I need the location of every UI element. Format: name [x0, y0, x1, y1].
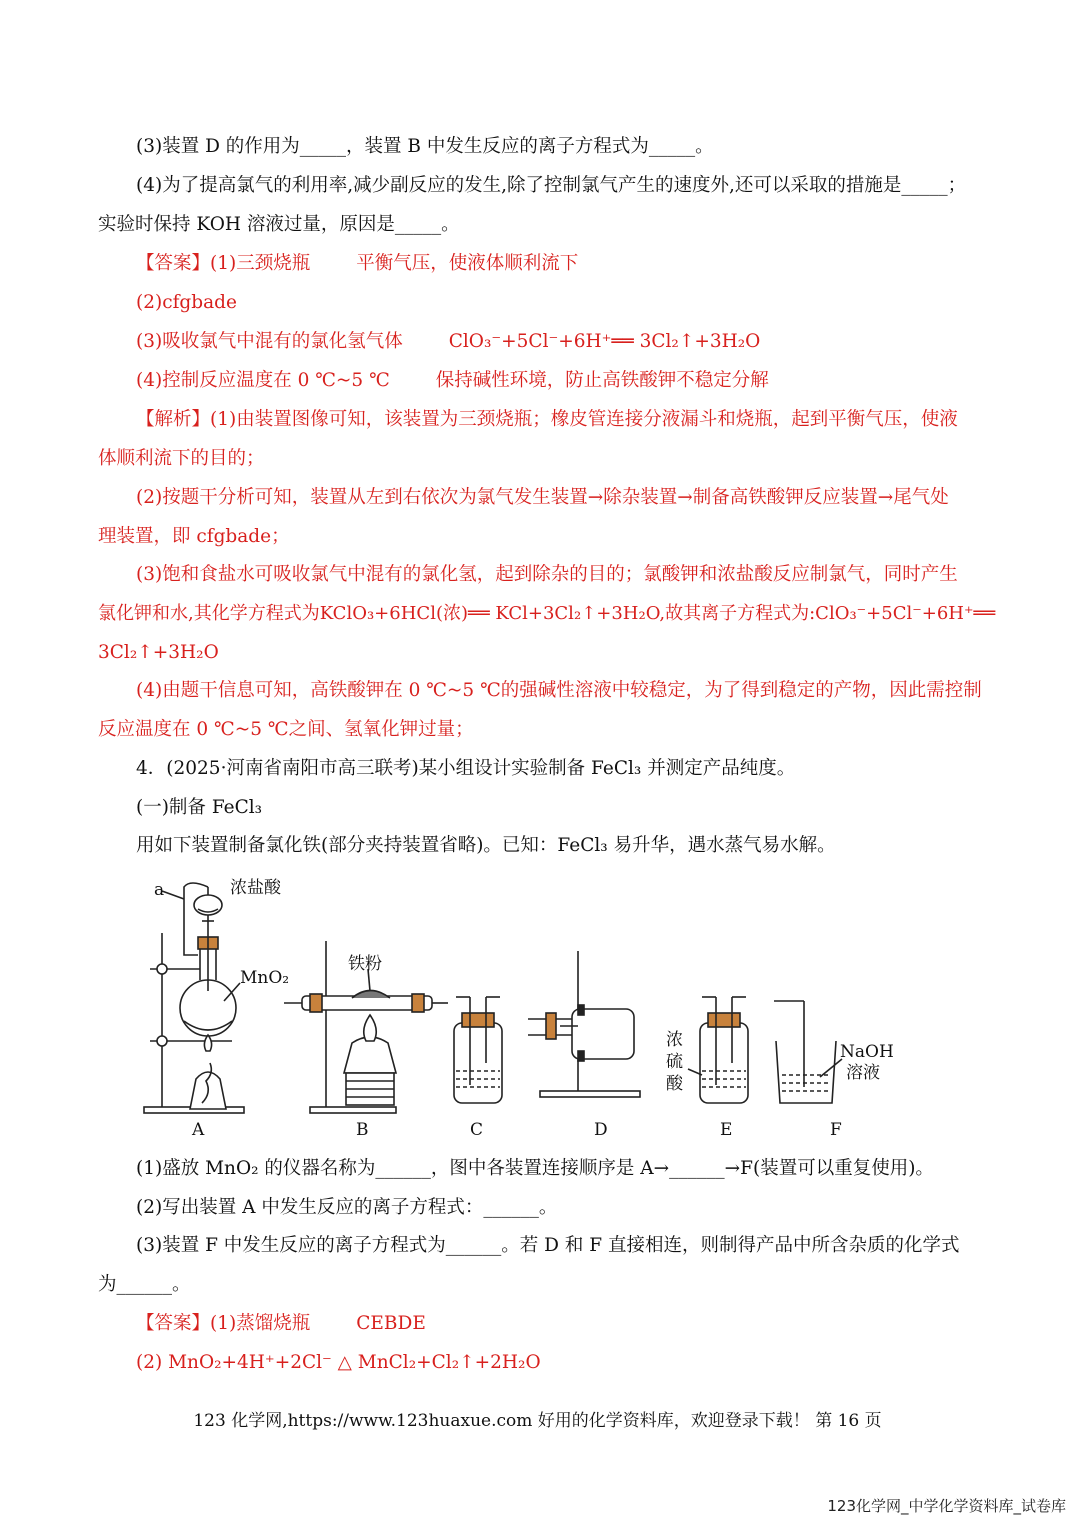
analysis-line-7: 3Cl₂↑+3H₂O: [98, 642, 219, 663]
label-solution: 溶液: [846, 1063, 880, 1083]
answer-label: 【答案】: [136, 253, 211, 274]
label-h2so4-3: 酸: [666, 1074, 683, 1094]
answer-2-2: (2) MnO₂+4H⁺+2Cl⁻ △ MnCl₂+Cl₂↑+2H₂O: [136, 1352, 541, 1373]
q3-text: (3)装置 D 的作用为_____，装置 B 中发生反应的离子方程式为_____。: [136, 136, 714, 157]
label-h2so4-1: 浓: [666, 1030, 683, 1050]
answer-2-1: (1)蒸馏烧瓶: [210, 1313, 311, 1334]
answer-1-2: (2)cfgbade: [136, 292, 237, 313]
page-footer: 123 化学网,https://www.123huaxue.com 好用的化学资料库，欢迎登录下载！ 第 16 页: [193, 1411, 882, 1431]
answer-1-4b: 保持碱性环境，防止高铁酸钾不稳定分解: [435, 370, 769, 391]
label-a: a: [154, 880, 165, 900]
answer-2-line-1: [136, 1312, 426, 1336]
label-C: C: [470, 1120, 484, 1140]
q4-sub-1: (1)盛放 MnO₂ 的仪器名称为______，图中各装置连接顺序是 A→______→F(装置可以重复使用)。: [136, 1158, 934, 1179]
watermark: 123化学网_中学化学资料库_试卷库: [827, 1497, 1066, 1515]
answer-2-1b: CEBDE: [356, 1313, 426, 1334]
answer-1-3: (3)吸收氯气中混有的氯化氢气体: [136, 331, 403, 352]
q4-sub-3: (3)装置 F 中发生反应的离子方程式为______。若 D 和 F 直接相连，则制得产品中所含杂质的化学式: [136, 1235, 960, 1256]
answer-1-line-4: [136, 369, 769, 393]
analysis-label: 【解析】: [136, 409, 211, 430]
q4-sub-3b: 为______。: [98, 1274, 191, 1295]
q4-sub-2: (2)写出装置 A 中发生反应的离子方程式：______。: [136, 1197, 558, 1218]
analysis-line-3: (2)按题干分析可知，装置从左到右依次为氯气发生装置→除杂装置→制备高铁酸钾反应装置→尾气处: [136, 487, 949, 508]
label-B: B: [356, 1120, 369, 1140]
analysis-line-9: 反应温度在 0 ℃~5 ℃之间、氢氧化钾过量；: [98, 719, 474, 740]
label-F: F: [830, 1120, 842, 1140]
label-E: E: [720, 1120, 733, 1140]
analysis-line-6: 氯化钾和水,其化学方程式为KClO₃+6HCl(浓)══ KCl+3Cl₂↑+3H₂O,故其离子方程式为:ClO₃⁻+5Cl⁻+6H⁺══: [98, 603, 996, 624]
answer-2-label: 【答案】: [136, 1313, 211, 1334]
answer-1-line-3: [136, 330, 760, 354]
analysis-line-5: (3)饱和食盐水可吸收氯气中混有的氯化氢，起到除杂的目的；氯酸钾和浓盐酸反应制氯气，同时产生: [136, 564, 958, 585]
q4-part-heading: (一)制备 FeCl₃: [136, 797, 263, 818]
answer-1-3-equation: ClO₃⁻+5Cl⁻+6H⁺══ 3Cl₂↑+3H₂O: [448, 331, 761, 352]
apparatus-figure: [140, 873, 900, 1141]
q4-text-1: (4)为了提高氯气的利用率,减少副反应的发生,除了控制氯气产生的速度外,还可以采取的措施是_____；: [136, 175, 967, 196]
label-D: D: [594, 1120, 608, 1140]
label-naoh: NaOH: [840, 1042, 894, 1062]
answer-1-4: (4)控制反应温度在 0 ℃~5 ℃: [136, 370, 390, 391]
label-iron-powder: 铁粉: [348, 954, 382, 974]
answer-1-1: (1)三颈烧瓶: [210, 253, 311, 274]
label-A: A: [192, 1120, 205, 1140]
analysis-line-4: 理装置，即 cfgbade；: [98, 526, 290, 547]
q4-text-2: 实验时保持 KOH 溶液过量，原因是_____。: [98, 214, 460, 235]
answer-1-line-1: [136, 252, 578, 276]
q4-title: 4．(2025·河南省南阳市高三联考)某小组设计实验制备 FeCl₃ 并测定产品纯度。: [136, 758, 796, 779]
label-mno2: MnO₂: [240, 968, 290, 988]
analysis-line-1: [136, 408, 958, 432]
analysis-text-1: (1)由装置图像可知，该装置为三颈烧瓶；橡皮管连接分液漏斗和烧瓶，起到平衡气压，使液: [210, 409, 958, 430]
label-h2so4-2: 硫: [666, 1052, 683, 1072]
q4-intro: 用如下装置制备氯化铁(部分夹持装置省略)。已知：FeCl₃ 易升华，遇水蒸气易水解。: [136, 835, 836, 856]
label-hcl: 浓盐酸: [230, 878, 281, 898]
answer-1-1b: 平衡气压，使液体顺利流下: [356, 253, 579, 274]
analysis-line-2: 体顺利流下的目的；: [98, 448, 265, 469]
analysis-line-8: (4)由题干信息可知，高铁酸钾在 0 ℃~5 ℃的强碱性溶液中较稳定，为了得到稳定的产物，因此需控制: [136, 680, 982, 701]
